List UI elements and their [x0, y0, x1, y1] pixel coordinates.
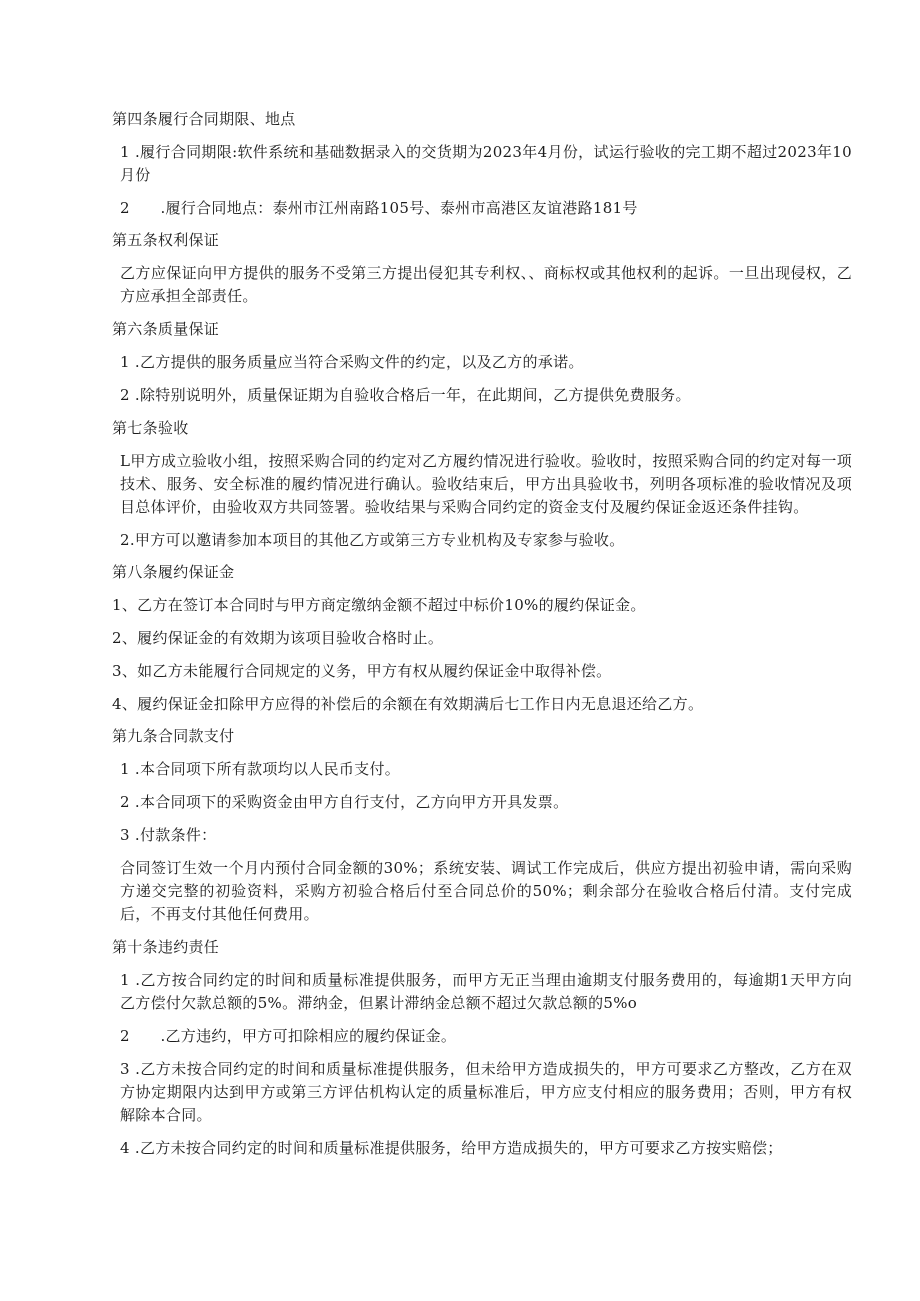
clause-4-2: 2 .履行合同地点：泰州市江州南路105号、泰州市高港区友谊港路181号	[120, 199, 638, 217]
section-heading-8: 第八条履约保证金	[112, 563, 235, 581]
clause-9-1: 1 .本合同项下所有款项均以人民币支付。	[120, 760, 401, 778]
clause-4-1: 1 .履行合同期限:软件系统和基础数据录入的交货期为2023年4月份，试运行验收的完工期不超过2023年10月份	[120, 143, 852, 184]
clause-6-1: 1 .乙方提供的服务质量应当符合采购文件的约定，以及乙方的承诺。	[120, 353, 584, 371]
section-heading-6: 第六条质量保证	[112, 320, 220, 338]
section-heading-4: 第四条履行合同期限、地点	[112, 110, 296, 128]
clause-5-body: 乙方应保证向甲方提供的服务不受第三方提出侵犯其专利权、、商标权或其他权利的起诉。一旦出现侵权，乙方应承担全部责任。	[120, 264, 852, 305]
clause-9-payment-terms: 合同签订生效一个月内预付合同金额的30%；系统安装、调试工作完成后，供应方提出初验申请，需向采购方递交完整的初验资料，采购方初验合格后付至合同总价的50%；剩余部分在验收合格后付清。支付完成后，不再支付其他任何费用。	[120, 859, 852, 923]
clause-10-2: 2 .乙方违约，甲方可扣除相应的履约保证金。	[120, 1027, 457, 1045]
clause-10-4: 4 .乙方未按合同约定的时间和质量标准提供服务，给甲方造成损失的，甲方可要求乙方按实赔偿；	[120, 1139, 783, 1157]
clause-10-1: 1 .乙方按合同约定的时间和质量标准提供服务，而甲方无正当理由逾期支付服务费用的，每逾期1天甲方向乙方偿付欠款总额的5%。滞纳金，但累计滞纳金总额不超过欠款总额的5%o	[120, 971, 852, 1012]
clause-10-3: 3 .乙方未按合同约定的时间和质量标准提供服务，但未给甲方造成损失的，甲方可要求乙方整改，乙方在双方协定期限内达到甲方或第三方评估机构认定的质量标准后，甲方应支付相应的服务费用；否则，甲方有权解除本合同。	[120, 1060, 852, 1124]
clause-7-2: 2.甲方可以邀请参加本项目的其他乙方或第三方专业机构及专家参与验收。	[120, 531, 625, 549]
section-heading-5: 第五条权利保证	[112, 231, 220, 249]
clause-8-3: 3、如乙方未能履行合同规定的义务，甲方有权从履约保证金中取得补偿。	[112, 662, 612, 680]
clause-8-2: 2、履约保证金的有效期为该项目验收合格时止。	[112, 629, 444, 647]
clause-8-4: 4、履约保证金扣除甲方应得的补偿后的余额在有效期满后七工作日内无息退还给乙方。	[112, 695, 704, 713]
section-heading-9: 第九条合同款支付	[112, 727, 235, 745]
contract-page	[112, 108, 852, 1160]
clause-8-1: 1、乙方在签订本合同时与甲方商定缴纳金额不超过中标价10%的履约保证金。	[112, 596, 646, 614]
clause-7-1: L甲方成立验收小组，按照采购合同的约定对乙方履约情况进行验收。验收时，按照采购合同的约定对每一项技术、服务、安全标准的履约情况进行确认。验收结束后，甲方出具验收书，列明各项标准的验收情况及项目总体评价，由验收双方共同签署。验收结果与采购合同约定的资金支付及履约保证金返还条件挂钩。	[120, 452, 852, 516]
section-heading-10: 第十条违约责任	[112, 938, 220, 956]
clause-6-2: 2 .除特别说明外，质量保证期为自验收合格后一年，在此期间，乙方提供免费服务。	[120, 386, 691, 404]
section-heading-7: 第七条验收	[112, 419, 189, 437]
clause-9-2: 2 .本合同项下的采购资金由甲方自行支付，乙方向甲方开具发票。	[120, 793, 569, 811]
clause-9-3: 3 .付款条件：	[120, 826, 217, 844]
